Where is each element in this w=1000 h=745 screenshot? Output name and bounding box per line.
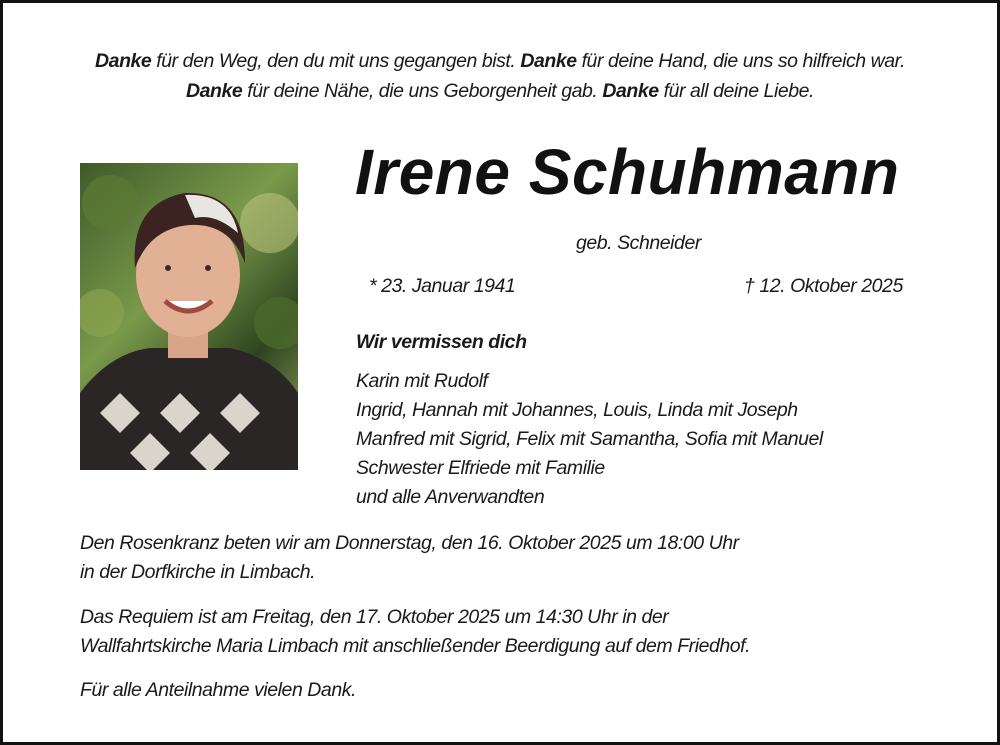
rosary-info: in der Dorfkirche in Limbach. <box>80 561 316 583</box>
intro-text: für den Weg, den du mit uns gegangen bist. <box>151 50 521 72</box>
mourner-line: Ingrid, Hannah mit Johannes, Louis, Linda mit Joseph <box>356 399 798 421</box>
thanks-line: Für alle Anteilnahme vielen Dank. <box>80 679 356 701</box>
mourner-line: Karin mit Rudolf <box>356 370 488 392</box>
maiden-name: geb. Schneider <box>576 232 701 254</box>
mourner-line: und alle Anverwandten <box>356 486 545 508</box>
intro-text: für deine Nähe, die uns Geborgenheit gab. <box>242 80 603 102</box>
death-date: † 12. Oktober 2025 <box>744 275 903 297</box>
mourners-heading: Wir vermissen dich <box>356 331 527 353</box>
mourner-line: Schwester Elfriede mit Familie <box>356 457 605 479</box>
intro-emphasis: Danke <box>95 50 152 72</box>
intro-line-1 <box>3 50 997 73</box>
intro-text: für deine Hand, die uns so hilfreich war. <box>576 50 905 72</box>
intro-emphasis: Danke <box>520 50 577 72</box>
requiem-info: Das Requiem ist am Freitag, den 17. Oktober 2025 um 14:30 Uhr in der <box>80 606 669 628</box>
birth-date: * 23. Januar 1941 <box>369 275 516 297</box>
portrait-photo <box>80 163 298 470</box>
deceased-name: Irene Schuhmann <box>355 136 900 208</box>
rosary-info: Den Rosenkranz beten wir am Donnerstag, den 16. Oktober 2025 um 18:00 Uhr <box>80 532 739 554</box>
intro-line-2 <box>3 80 997 103</box>
portrait-illustration <box>80 163 298 470</box>
intro-text: für all deine Liebe. <box>658 80 814 102</box>
intro-emphasis: Danke <box>602 80 659 102</box>
intro-emphasis: Danke <box>186 80 243 102</box>
requiem-info: Wallfahrtskirche Maria Limbach mit anschließender Beerdigung auf dem Friedhof. <box>80 635 751 657</box>
mourner-line: Manfred mit Sigrid, Felix mit Samantha, Sofia mit Manuel <box>356 428 823 450</box>
